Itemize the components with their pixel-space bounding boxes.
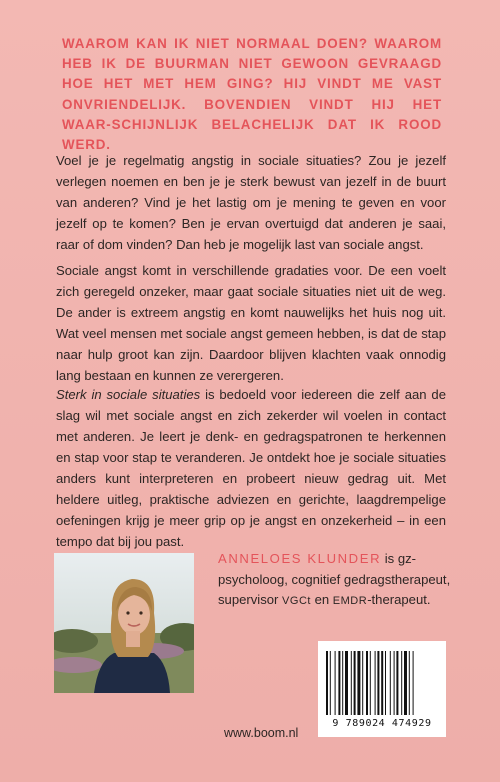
barcode-bar — [375, 651, 376, 715]
barcode-bar — [413, 651, 414, 715]
barcode-bar — [326, 651, 328, 715]
barcode-bar — [362, 651, 363, 715]
barcode-bar — [351, 651, 352, 715]
isbn-number: 9 789024 474929 — [332, 718, 432, 729]
barcode-bar — [401, 651, 402, 715]
barcode-bar — [385, 651, 386, 715]
barcode-bar — [366, 651, 368, 715]
intro-paragraph: Voel je je regelmatig angstig in sociale situaties? Zou je jezelf verlegen noemen en ben je je sterk bewust van jezelf in de buurt van anderen? Vind je het lastig om je mening te geven en voor jezelf op te komen? Ben je ervan overtuigd dat anderen je saai, raar of dom vinden? Dan heb je mogelijk last van sociale angst. — [56, 153, 446, 252]
barcode-bar — [377, 651, 379, 715]
barcode-bar — [330, 651, 331, 715]
barcode-bar — [404, 651, 407, 715]
book-description-paragraph — [56, 384, 446, 552]
book-description-text: is bedoeld voor iedereen die zelf aan de slag wil met sociale angst en zich zekerder wil voelen in contact met anderen. Je leert je denk- en gedragspatronen te herkennen en stap voor stap te veranderen. Je ontdekt hoe je sociale situaties anders kunt interpreteren en probeert nieuw gedrag uit. Met heldere uitleg, praktische adviezen en gerichte, laagdrempelige oefeningen krijg je meer grip op je angst en onzekerheid – in een tempo dat bij jou past. — [56, 387, 446, 549]
barcode-bar — [345, 651, 348, 715]
barcode-bar — [335, 651, 336, 715]
author-bio-emdr: EMDR — [332, 595, 368, 608]
publisher-url: www.boom.nl — [224, 726, 299, 740]
author-bio-text-2: en — [310, 592, 333, 608]
author-portrait-image — [54, 553, 194, 693]
barcode-bar — [357, 651, 360, 715]
barcode-bar — [370, 651, 371, 715]
author-name: ANNELOES KLUNDER — [218, 551, 382, 566]
book-title: Sterk in sociale situaties — [56, 387, 201, 402]
barcode-bar — [338, 651, 340, 715]
author-bio-text-3: -therapeut. — [367, 592, 431, 608]
barcode-bar — [390, 651, 391, 715]
author-bio-text-1: is gz-psycholoog, cognitief gedragstherapeut, supervisor — [218, 551, 451, 608]
pull-quote: WAAROM KAN IK NIET NORMAAL DOEN? WAAROM HEB IK DE BUURMAN NIET GEWOON GEVRAAGD HOE HET MET HEM GING? HIJ VINDT ME VAST ONVRIENDELIJK. BOVENDIEN VINDT HIJ HET WAAR-SCHIJNLIJK BELACHELIJK DAT IK ROOD WERD. — [62, 36, 442, 153]
author-bio — [218, 549, 458, 612]
author-bio-vgct: VGCt — [282, 595, 311, 608]
barcode-bar — [396, 651, 398, 715]
author-photo — [54, 553, 194, 693]
barcode-bar — [342, 651, 343, 715]
barcode-bar — [354, 651, 356, 715]
barcode-bar — [381, 651, 383, 715]
barcode-bar — [394, 651, 395, 715]
barcode-bar — [409, 651, 410, 715]
gradations-paragraph: Sociale angst komt in verschillende gradaties voor. De een voelt zich geregeld onzeker, maar gaat sociale situaties niet uit de weg. De ander is extreem angstig en komt nauwelijks het huis nog uit. Wat veel mensen met sociale angst gemeen hebben, is dat de stap naar hulp groot kan zijn. Daardoor blijven klachten vaak onnodig lang bestaan en kunnen ze verergeren. — [56, 263, 446, 383]
